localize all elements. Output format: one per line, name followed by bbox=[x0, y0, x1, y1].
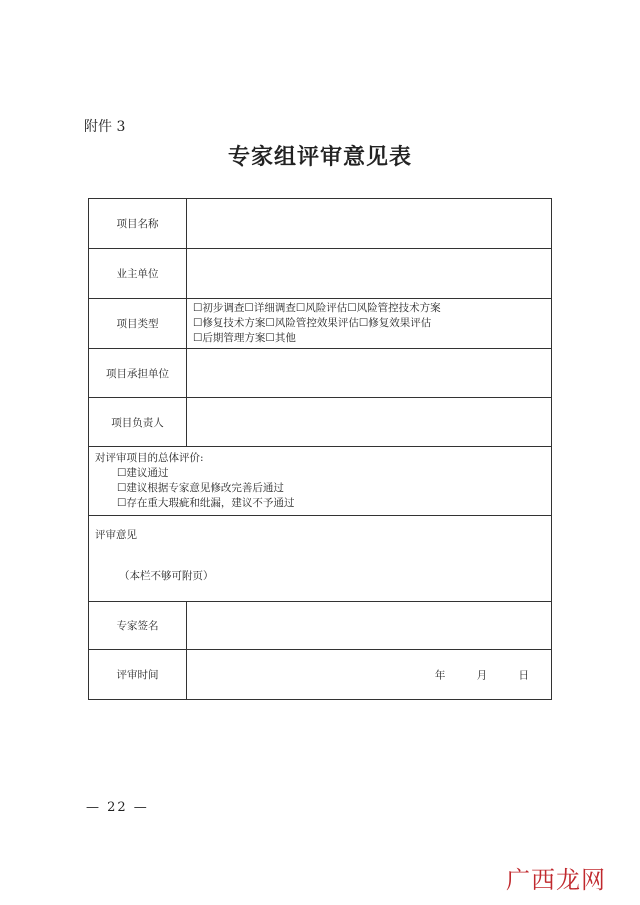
evaluation-option[interactable]: ☐建议通过 bbox=[117, 467, 169, 479]
row-project-name bbox=[89, 199, 552, 249]
project-leader-field[interactable] bbox=[187, 398, 552, 447]
expert-signature-field[interactable] bbox=[187, 602, 552, 650]
expert-signature-label: 专家签名 bbox=[89, 602, 187, 650]
review-form-table bbox=[88, 198, 552, 700]
row-project-type bbox=[89, 299, 552, 349]
date-day-label: 日 bbox=[518, 669, 529, 681]
project-type-label: 项目类型 bbox=[89, 299, 187, 349]
project-type-option-line[interactable]: ☐后期管理方案☐其他 bbox=[193, 332, 296, 344]
evaluation-option[interactable]: ☐存在重大瑕疵和纰漏，建议不予通过 bbox=[117, 497, 295, 509]
owner-unit-field[interactable] bbox=[187, 249, 552, 299]
project-type-options bbox=[187, 299, 552, 349]
watermark-logo: 广西龙网 bbox=[506, 866, 606, 894]
date-year-label: 年 bbox=[434, 669, 446, 681]
undertaking-unit-field[interactable] bbox=[187, 349, 552, 398]
review-time-label: 评审时间 bbox=[89, 650, 187, 700]
row-project-leader bbox=[89, 398, 552, 447]
row-overall-evaluation bbox=[89, 447, 552, 516]
row-review-opinion bbox=[89, 516, 552, 602]
row-expert-signature bbox=[89, 602, 552, 650]
date-month-label: 月 bbox=[476, 669, 488, 681]
project-type-option-line[interactable]: ☐初步调查☐详细调查☐风险评估☐风险管控技术方案 bbox=[193, 302, 441, 314]
page-title: 专家组评审意见表 bbox=[227, 145, 412, 170]
owner-unit-label: 业主单位 bbox=[89, 249, 187, 299]
project-leader-label: 项目负责人 bbox=[89, 398, 187, 447]
undertaking-unit-label: 项目承担单位 bbox=[89, 349, 187, 398]
overall-evaluation-cell bbox=[89, 447, 552, 516]
review-opinion-cell[interactable] bbox=[89, 516, 552, 602]
row-undertaking-unit bbox=[89, 349, 552, 398]
project-name-field[interactable] bbox=[187, 199, 552, 249]
attachment-label: 附件 3 bbox=[84, 119, 126, 135]
overall-evaluation-heading: 对评审项目的总体评价: bbox=[95, 452, 204, 464]
review-time-field[interactable] bbox=[187, 650, 552, 700]
evaluation-option[interactable]: ☐建议根据专家意见修改完善后通过 bbox=[117, 482, 284, 494]
row-review-time bbox=[89, 650, 552, 700]
project-name-label: 项目名称 bbox=[89, 199, 187, 249]
page-number: — 22 — bbox=[86, 800, 149, 815]
review-date bbox=[407, 667, 529, 682]
review-opinion-note: （本栏不够可附页） bbox=[119, 570, 214, 582]
review-opinion-heading: 评审意见 bbox=[95, 529, 137, 541]
project-type-option-line[interactable]: ☐修复技术方案☐风险管控效果评估☐修复效果评估 bbox=[193, 317, 432, 329]
row-owner-unit bbox=[89, 249, 552, 299]
